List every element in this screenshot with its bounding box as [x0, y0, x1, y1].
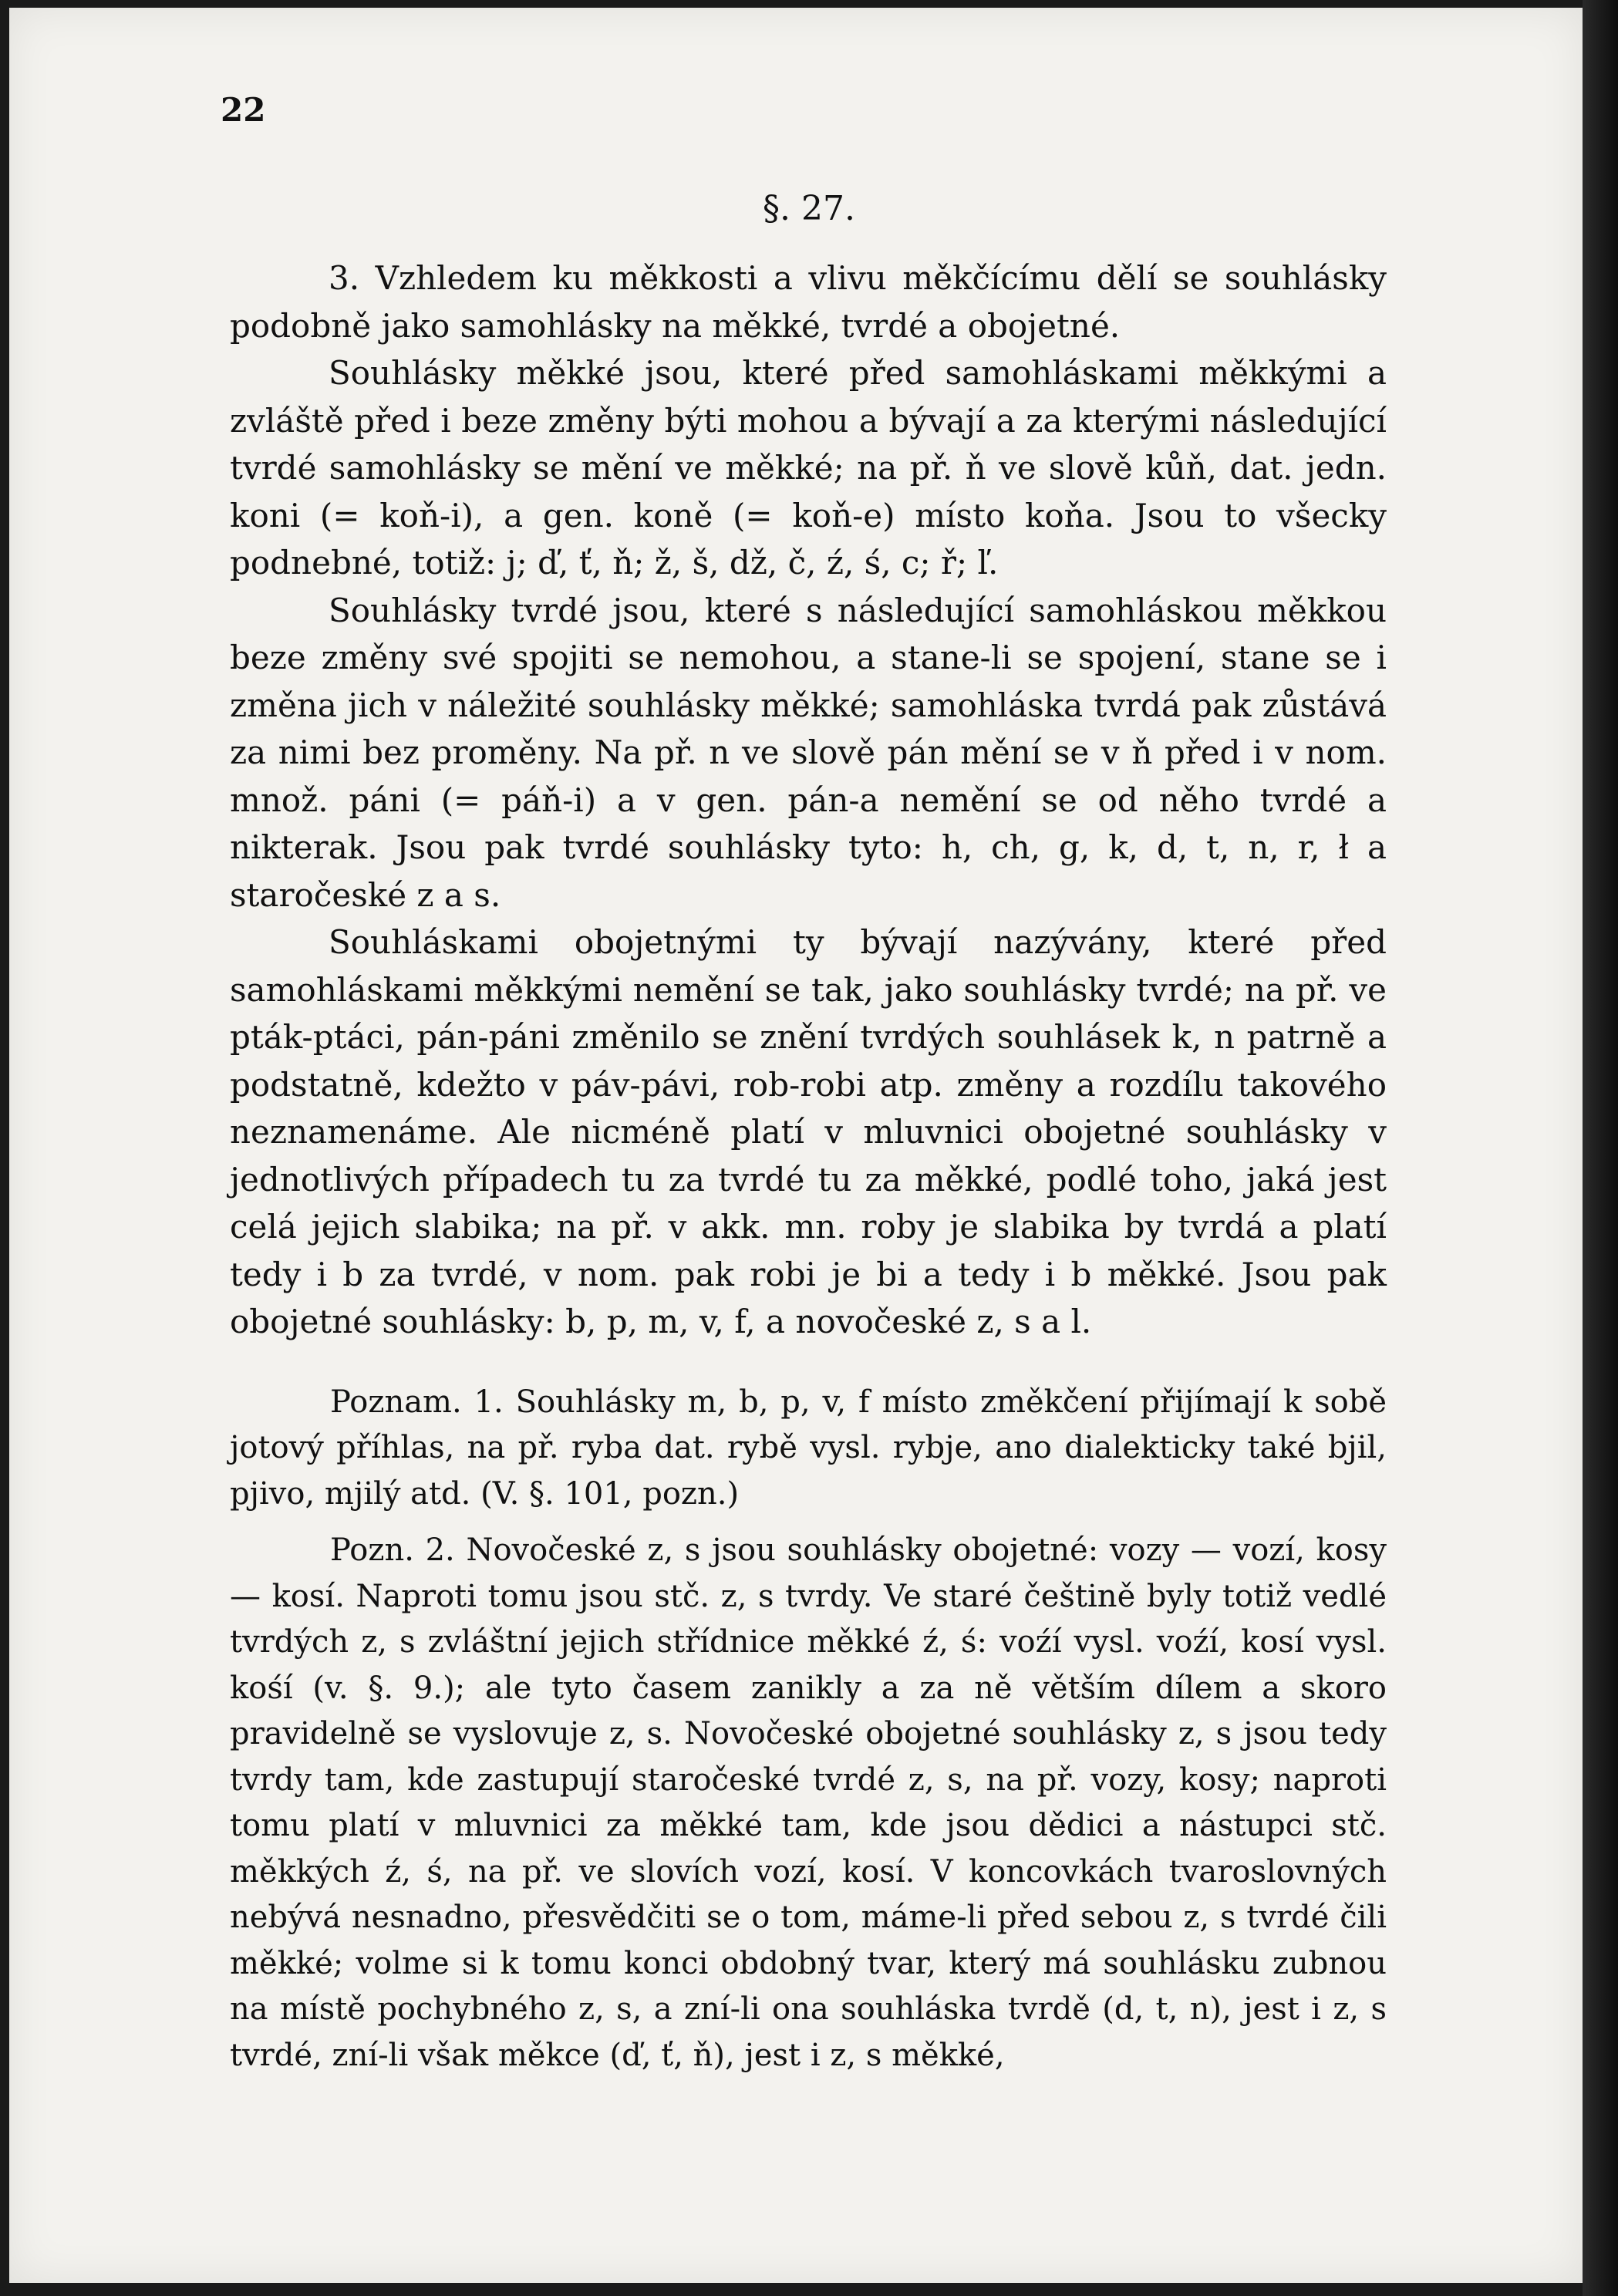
paragraph-ambiguous-consonants: Souhláskami obojetnými ty bývají nazývány, které před samohláskami měkkými nemění se tak, jako souhlásky tvrdé; na př. ve pták-ptáci, pán-páni změnilo se znění tvrdých souhlásek k, n patrně a podstatně, kdežto v páv-pávi, rob-robi atp. změny a rozdílu takového neznamenáme. Ale nicméně platí v mluvnici obojetné souhlásky v jednotlivých případech tu za tvrdé tu za měkké, podlé toho, jaká jest celá jejich slabika; na př. v akk. mn. roby je slabika by tvrdá a platí tedy i b za tvrdé, v nom. pak robi je bi a tedy i b měkké. Jsou pak obojetné souhlásky: b, p, m, v, f, a novočeské z, s a l.: [230, 923, 1387, 1340]
body-text: [230, 255, 1387, 2079]
note-1: Poznam. 1. Souhlásky m, b, p, v, f místo změkčení přijímají k sobě jotový příhlas, na př. ryba dat. rybě vysl. rybje, ano dialekticky také bjil, pjivo, mjilý atd. (V. §. 101, pozn.): [230, 1384, 1387, 1512]
page-edge-shadow: [1583, 0, 1618, 2296]
note-2: Pozn. 2. Novočeské z, s jsou souhlásky obojetné: vozy — vozí, kosy — kosí. Naproti tomu jsou stč. z, s tvrdy. Ve staré češtině byly totiž vedlé tvrdých z, s zvláštní jejich střídnice měkké ź, ś: voźí vysl. voźí, kosí vysl. kośí (v. §. 9.); ale tyto časem zanikly a za ně větším dílem a skoro pravidelně se vyslovuje z, s. Novočeské obojetné souhlásky z, s jsou tedy tvrdy tam, kde zastupují staročeské tvrdé z, s, na př. vozy, kosy; naproti tomu platí v mluvnici za měkké tam, kde jsou dědici a nástupci stč. měkkých ź, ś, na př. ve slovích vozí, kosí. V koncovkách tvaroslovných nebývá nesnadno, přesvědčiti se o tom, máme-li před sebou z, s tvrdé čili měkké; volme si k tomu konci obdobný tvar, který má souhlásku zubnou na místě pochybného z, s, a zní-li ona souhláska tvrdě (d, t, n), jest i z, s tvrdé, zní-li však měkce (ď, ť, ň), jest i z, s měkké,: [230, 1532, 1387, 2073]
paragraph-soft-consonants: Souhlásky měkké jsou, které před samohláskami měkkými a zvláště před i beze změny býti mohou a bývají a za kterými následující tvrdé samohlásky se mění ve měkké; na př. ň ve slově kůň, dat. jedn. koni (= koň-i), a gen. koně (= koň-e) místo koňa. Jsou to všecky podnebné, totiž: j; ď, ť, ň; ž, š, dž, č, ź, ś, c; ř; ľ.: [230, 354, 1387, 582]
section-heading: §. 27.: [763, 189, 855, 228]
page-number: 22: [221, 91, 266, 129]
paragraph-hard-consonants: Souhlásky tvrdé jsou, které s následující samohláskou měkkou beze změny své spojiti se nemohou, a stane-li se spojení, stane se i změna jich v náležité souhlásky měkké; samohláska tvrdá pak zůstává za nimi bez proměny. Na př. n ve slově pán mění se v ň před i v nom. množ. páni (= páň-i) a v gen. pán-a nemění se od něho tvrdé a nikterak. Jsou pak tvrdé souhlásky tyto: h, ch, g, k, d, t, n, r, ł a staročeské z a s.: [230, 591, 1387, 914]
paragraph-intro: 3. Vzhledem ku měkkosti a vlivu měkčícímu dělí se souhlásky podobně jako samohlásky na měkké, tvrdé a obojetné.: [230, 259, 1387, 345]
